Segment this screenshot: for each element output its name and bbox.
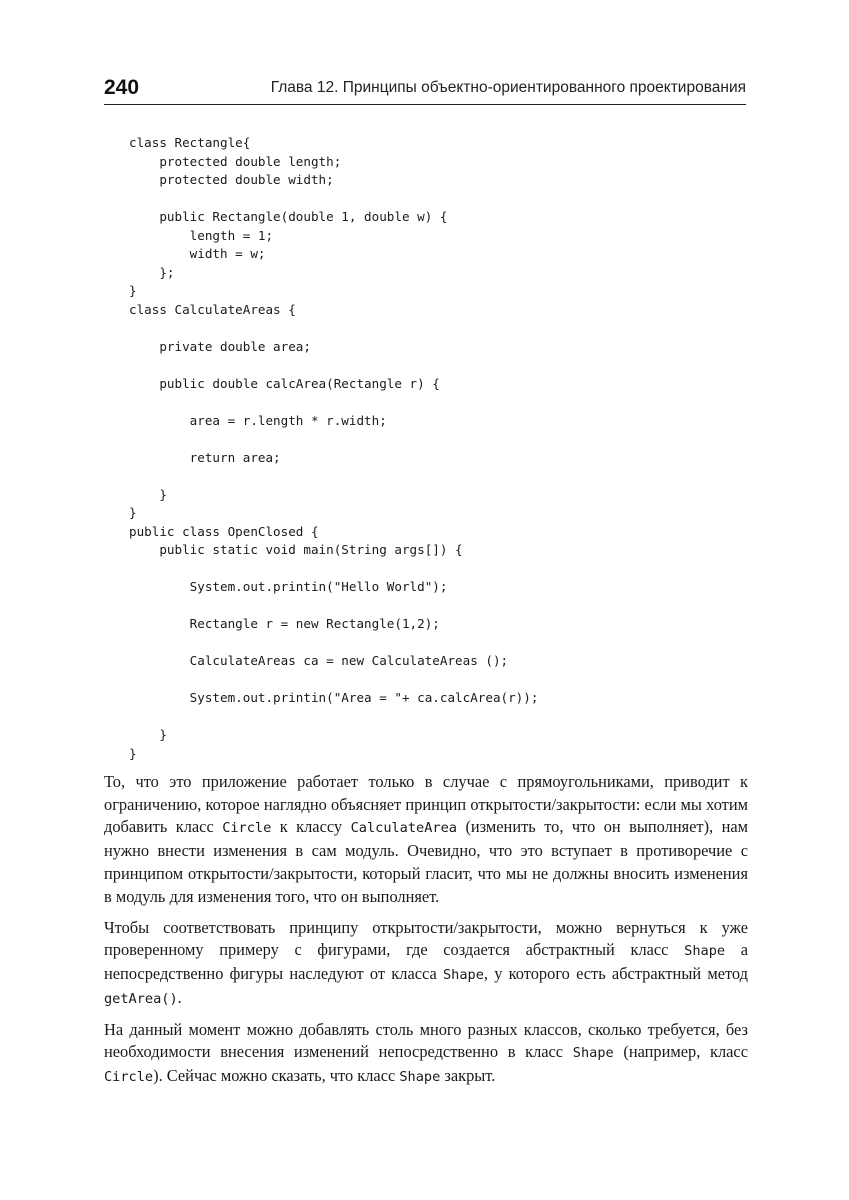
code-line [129, 467, 749, 486]
code-line: Rectangle r = new Rectangle(1,2); [129, 616, 440, 631]
code-line [129, 319, 749, 338]
code-listing [129, 134, 749, 763]
code-line [129, 708, 749, 727]
paragraph-text: На данный момент можно добавлять столь много разных классов, сколько требуется, без необходимости внесения изменений непосредственно в класс [104, 1019, 748, 1062]
paragraph-text: То, что это приложение работает только в случае с прямоугольниками, приводит к ограничению, которое наглядно объясняет принцип открытости/закрытости: если мы хотим добавить класс [104, 772, 748, 837]
code-line: } [129, 486, 167, 502]
inline-code: Shape [399, 1069, 441, 1086]
code-line: public Rectangle(double 1, double w) { [129, 209, 448, 224]
code-line [129, 634, 749, 653]
code-line: public class OpenClosed { [129, 523, 319, 539]
paragraph-text: , у которого есть абстрактный метод [483, 963, 748, 983]
code-line: } [129, 505, 137, 520]
paragraph-text: закрыт. [440, 1066, 496, 1086]
inline-code: Shape [572, 1045, 614, 1062]
code-line: class Rectangle{ [129, 135, 251, 150]
paragraph-text: . [177, 987, 182, 1007]
code-line: CalculateAreas ca = new CalculateAreas (); [129, 653, 509, 668]
code-line: protected double width; [129, 172, 334, 187]
code-line: protected double length; [129, 153, 342, 169]
paragraph-text: (изменить то, что он выполняет), нам нужно внести изменения в сам модуль. Очевидно, что это вступает в противоречие с принципом открытости/закрытости, который гласит, что мы не должны вносить изменения в модуль для изменения того, что он выполняет. [104, 817, 749, 906]
inline-code: CalculateArea [350, 820, 457, 837]
code-line: return area; [129, 449, 281, 465]
paragraph [104, 771, 748, 908]
page-header [104, 74, 746, 105]
body-text [104, 771, 748, 1097]
code-line: } [129, 745, 137, 761]
paragraph-text: к классу [271, 817, 351, 837]
code-line: class CalculateAreas { [129, 301, 296, 317]
code-line [129, 393, 749, 412]
code-line: length = 1; [129, 227, 274, 243]
code-line [129, 671, 749, 690]
code-line [129, 597, 749, 616]
inline-code: Circle [104, 1069, 154, 1086]
code-line: width = w; [129, 246, 266, 261]
code-line: public static void main(String args[]) { [129, 542, 463, 557]
code-line [129, 356, 749, 375]
paragraph-text: (например, класс [613, 1042, 748, 1062]
paragraph-text: Чтобы соответствовать принципу открытости/закрытости, можно вернуться к уже проверенному примеру с фигурами, где создается абстрактный класс [104, 917, 748, 960]
paragraph [104, 917, 748, 1011]
code-line: System.out.printin("Hello World"); [129, 579, 448, 594]
code-line: } [129, 727, 167, 742]
paragraph-text: ). Сейчас можно сказать, что класс [153, 1066, 400, 1086]
code-line: System.out.printin("Area = "+ ca.calcArea(r)); [129, 690, 539, 705]
code-line: private double area; [129, 338, 311, 354]
inline-code: Shape [684, 943, 726, 960]
code-line: public double calcArea(Rectangle r) { [129, 375, 440, 391]
inline-code: Circle [222, 820, 272, 837]
inline-code: Shape [442, 966, 484, 983]
chapter-title: Глава 12. Принципы объектно-ориентированного проектирования [270, 79, 746, 96]
code-line [129, 190, 749, 209]
inline-code: getArea() [104, 990, 178, 1007]
code-line [129, 430, 749, 449]
paragraph [104, 1019, 748, 1089]
page-number: 240 [104, 76, 140, 99]
paragraph-text: а непосредственно фигуры наследуют от класса [104, 940, 749, 983]
code-line: } [129, 283, 137, 298]
code-line [129, 560, 749, 579]
code-line: }; [129, 264, 175, 280]
code-line: area = r.length * r.width; [129, 412, 387, 428]
